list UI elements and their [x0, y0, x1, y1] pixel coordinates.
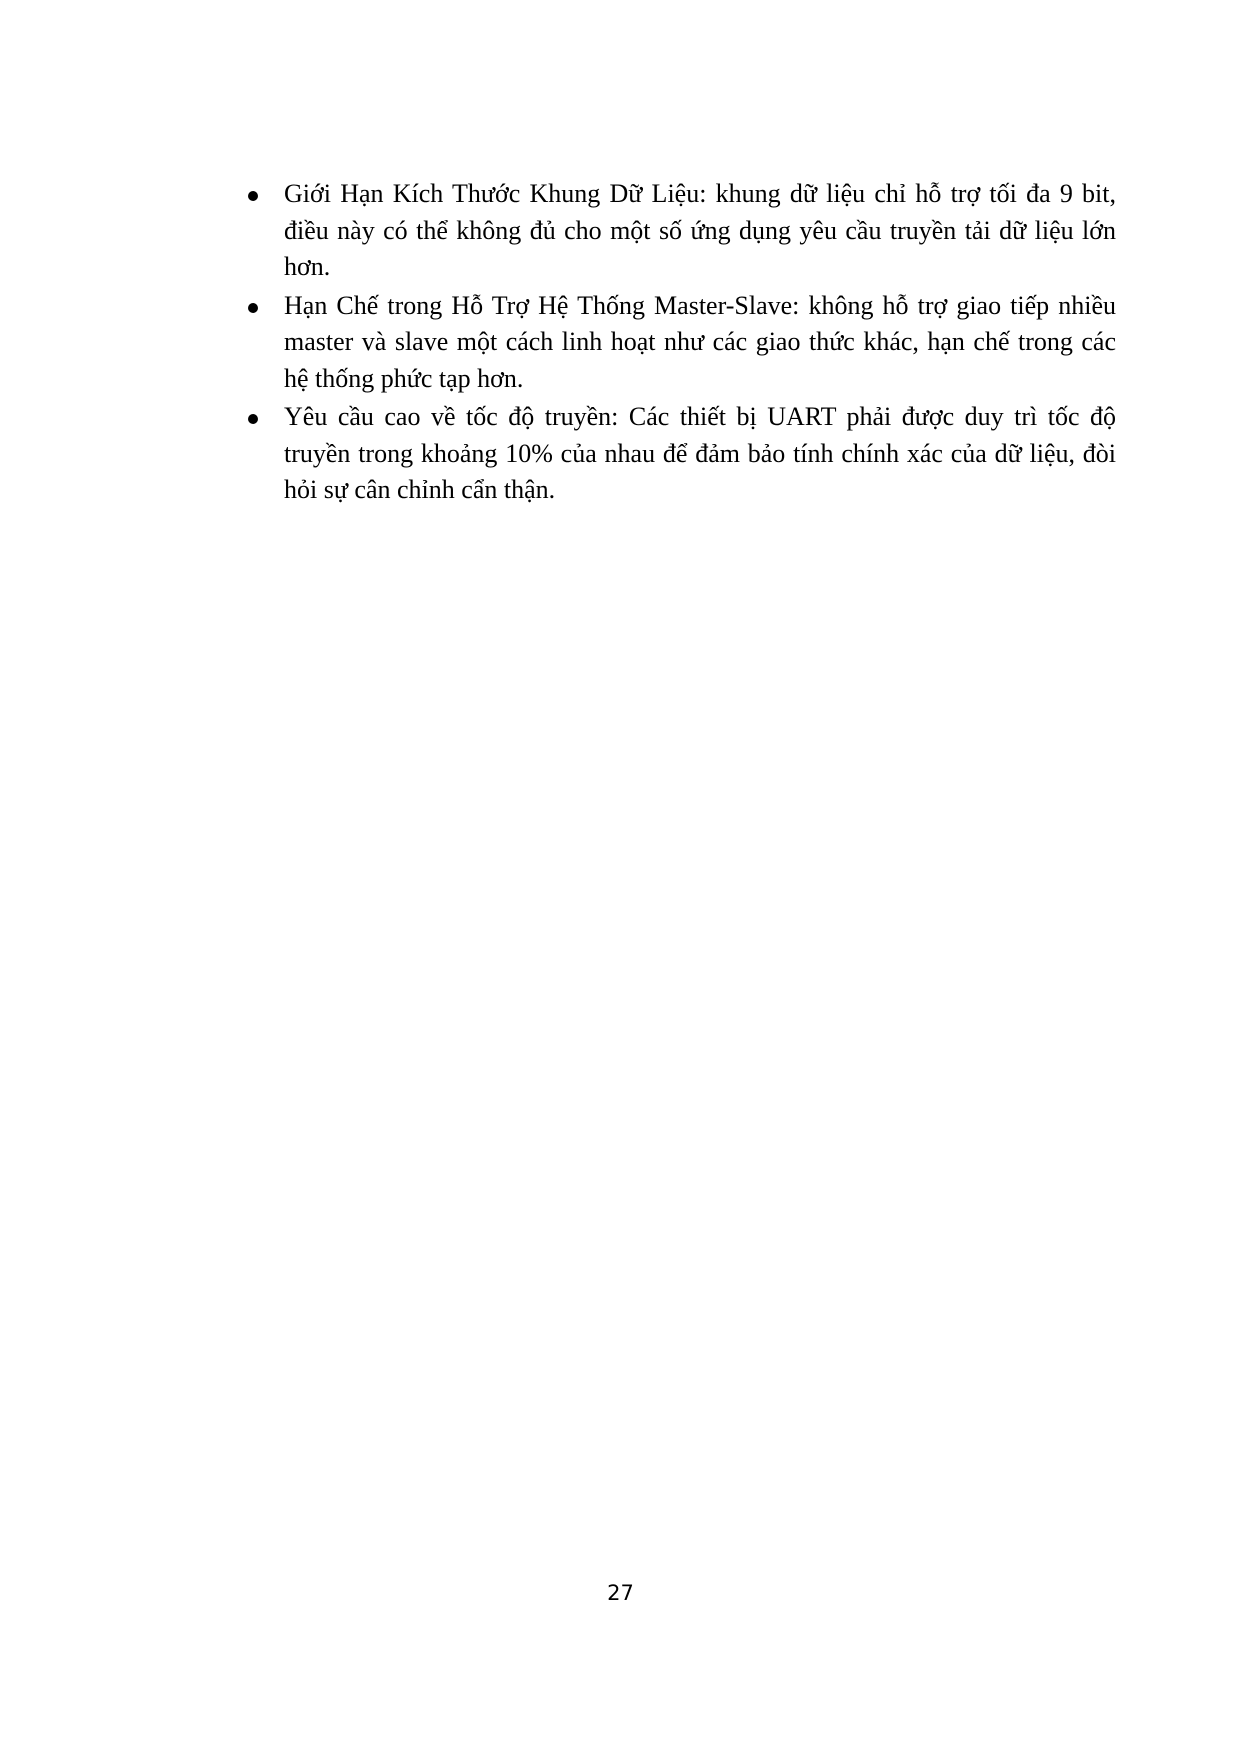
bullet-list: [248, 176, 1116, 511]
list-item: [248, 399, 1116, 509]
list-item: [248, 176, 1116, 286]
bullet-icon: [248, 303, 258, 313]
list-item-text: Giới Hạn Kích Thước Khung Dữ Liệu: khung dữ liệu chỉ hỗ trợ tối đa 9 bit, điều này có thể không đủ cho một số ứng dụng yêu cầu truyền tải dữ liệu lớn hơn.: [284, 179, 1116, 281]
page-number: 27: [607, 1581, 634, 1605]
list-item: [248, 288, 1116, 398]
bullet-icon: [248, 191, 258, 201]
list-item-text: Yêu cầu cao về tốc độ truyền: Các thiết bị UART phải được duy trì tốc độ truyền trong khoảng 10% của nhau để đảm bảo tính chính xác của dữ liệu, đòi hỏi sự cân chỉnh cẩn thận.: [284, 402, 1116, 504]
bullet-icon: [248, 414, 258, 424]
list-item-text: Hạn Chế trong Hỗ Trợ Hệ Thống Master-Slave: không hỗ trợ giao tiếp nhiều master và slave một cách linh hoạt như các giao thức khác, hạn chế trong các hệ thống phức tạp hơn.: [284, 290, 1116, 393]
